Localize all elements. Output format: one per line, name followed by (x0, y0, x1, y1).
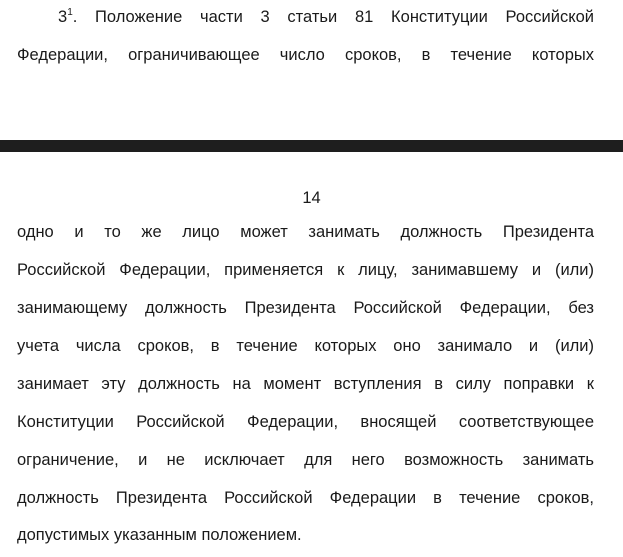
body-line: ограничение, и не исключает для него возможность занимать (17, 451, 594, 469)
paragraph-marker (58, 8, 73, 26)
body-line: занимающему должность Президента Российской Федерации, без (17, 299, 594, 317)
body-line: должность Президента Российской Федерации в течение сроков, (17, 489, 594, 507)
paragraph-marker-superscript: 1 (67, 7, 73, 18)
page-divider (0, 140, 623, 152)
upper-line-1-text: . Положение части 3 статьи 81 Конституции Российской (72, 8, 594, 26)
upper-page (0, 0, 623, 140)
body-line: Российской Федерации, применяется к лицу, занимавшему и (или) (17, 261, 594, 279)
body-line-last: допустимых указанным положением. (17, 526, 302, 544)
upper-line-1 (58, 7, 594, 27)
body-line: занимает эту должность на момент вступления в силу поправки к (17, 375, 594, 393)
lower-page (0, 152, 623, 557)
body-line: одно и то же лицо может занимать должность Президента (17, 223, 594, 241)
body-line: Конституции Российской Федерации, вносящей соответствующее (17, 413, 594, 431)
page-number: 14 (302, 189, 321, 207)
upper-line-2: Федерации, ограничивающее число сроков, в течение которых (17, 46, 594, 64)
body-line: учета числа сроков, в течение которых оно занимало и (или) (17, 337, 594, 355)
paragraph-marker-number: 3 (58, 8, 68, 26)
